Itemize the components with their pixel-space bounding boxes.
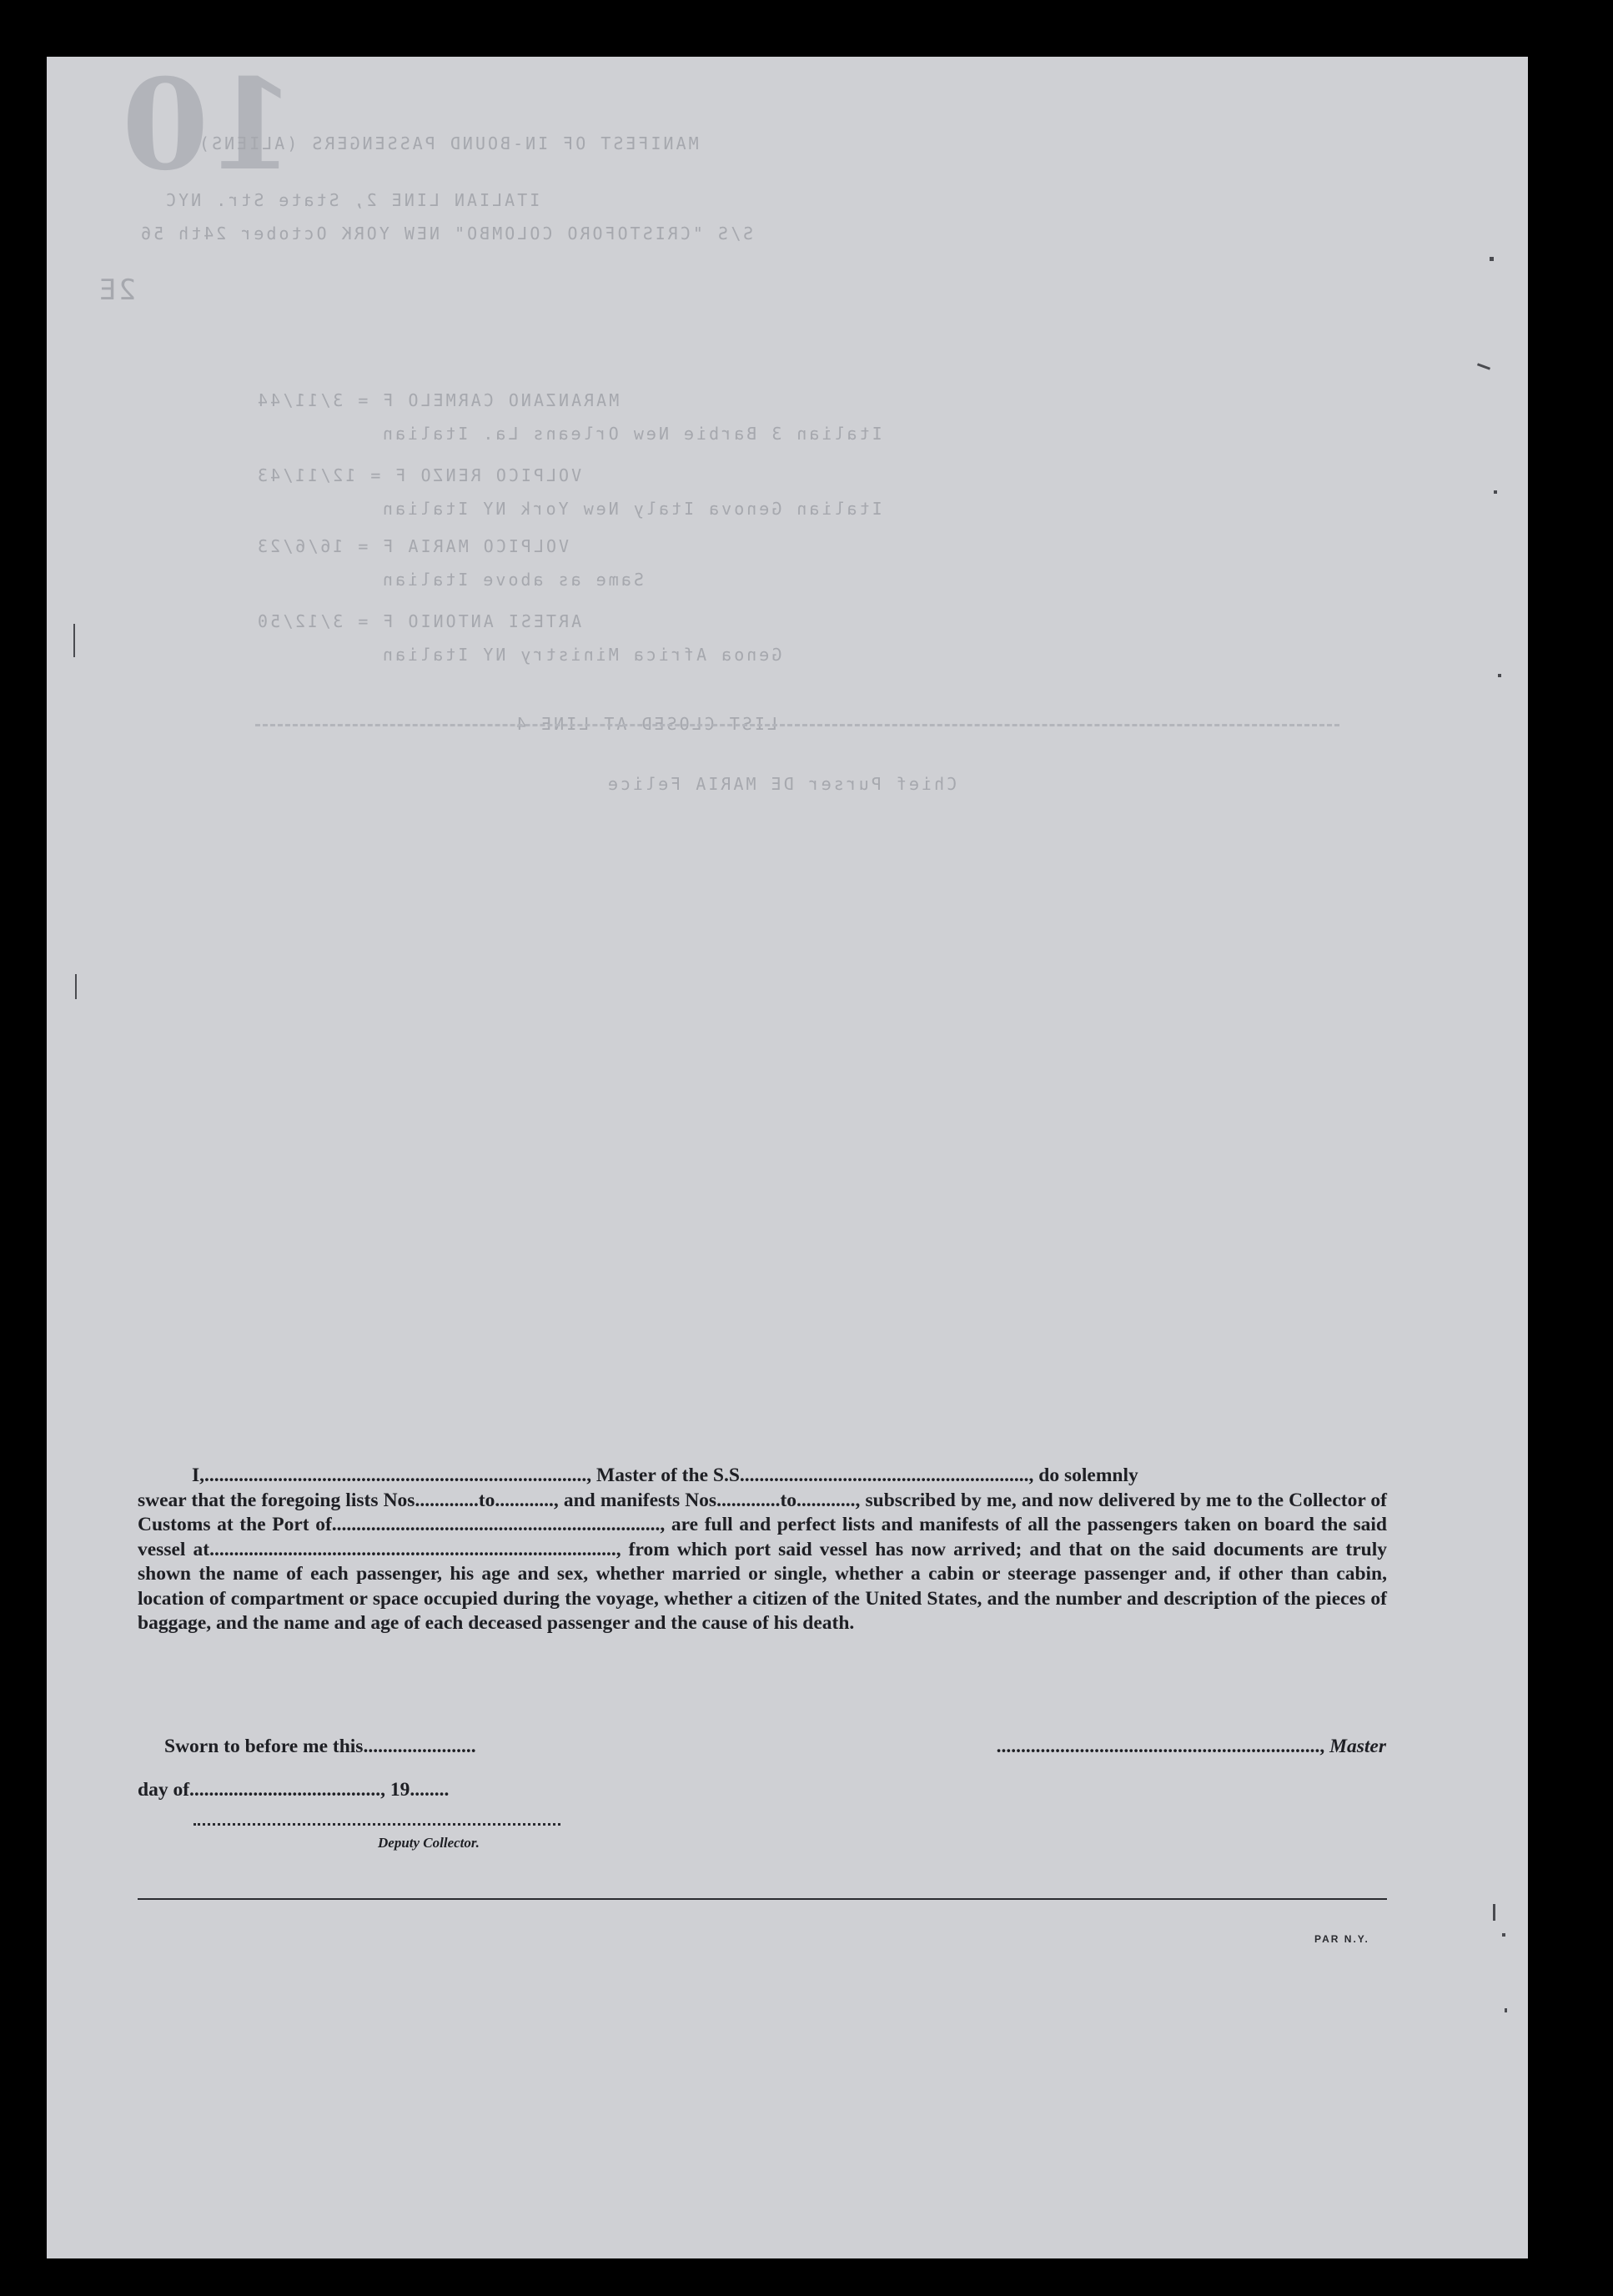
deputy-signature-dots bbox=[193, 1823, 560, 1826]
scan-speck bbox=[1502, 1933, 1505, 1937]
scan-speck bbox=[1494, 490, 1497, 494]
bleed-line-8: Italian Genova Italy New York NY Italian bbox=[380, 499, 882, 519]
bleed-line-6: Italian 3 Barbie New Orleans La. Italian bbox=[380, 424, 882, 444]
scan-speck bbox=[1505, 2008, 1507, 2012]
sworn-before-line: Sworn to before me this....................... bbox=[164, 1736, 476, 1757]
day-of-line: day of......................................., 19........ bbox=[138, 1779, 450, 1801]
scan-speck bbox=[75, 974, 77, 999]
manifest-page bbox=[47, 57, 1528, 2258]
declaration-first-line: I,.............................................................................., Master of the S.S..........................................................., do solemnly bbox=[192, 1465, 1138, 1486]
scan-speck bbox=[1498, 674, 1501, 677]
bleed-line-14: Chief Purser DE MARIA Felice bbox=[606, 774, 957, 794]
bleed-line-2: ITALIAN LINE 2, State Str. NYC bbox=[163, 190, 540, 210]
master-signature-line bbox=[880, 1736, 1386, 1758]
scan-speck bbox=[73, 624, 75, 657]
bleed-line-5: MARANZANO CARMELO F = 3/11/44 bbox=[255, 390, 620, 410]
deputy-collector-label: Deputy Collector. bbox=[378, 1835, 480, 1851]
master-signature-dots: .................................................................., bbox=[996, 1736, 1325, 1757]
bleed-line-11: ARTESI ANTONIO F = 3/12/50 bbox=[255, 611, 582, 631]
scan-speck bbox=[1477, 363, 1490, 369]
bleed-line-4: 2E bbox=[97, 274, 136, 307]
scan-speck bbox=[1490, 257, 1494, 261]
master-declaration bbox=[138, 1464, 1387, 1636]
bleed-line-1: MANIFEST OF IN-BOUND PASSENGERS (ALIENS) bbox=[197, 133, 699, 153]
bleed-line-10: Same as above Italian bbox=[380, 570, 644, 590]
printer-mark: PAR N.Y. bbox=[1314, 1933, 1369, 1945]
bleed-line-3: S/S "CRISTOFORO COLOMBO" NEW YORK October 24th 56 bbox=[138, 224, 754, 244]
page-number-mark: 10 bbox=[122, 57, 296, 198]
bleed-line-13: LIST CLOSED AT LINE 4 bbox=[514, 714, 777, 734]
bleed-line-9: VOLPICO MARIA F = 16/6/23 bbox=[255, 536, 570, 556]
scan-speck bbox=[1493, 1904, 1495, 1921]
master-label: Master bbox=[1329, 1736, 1386, 1757]
declaration-body: swear that the foregoing lists Nos.............to............, and manifests Nos.............to............, subscribed by me, and now delivered by me to the Collector of Customs at the Port of..................................................................., are full and perfect lists and manifests of all the passengers taken on board the said vessel at..................................................................................., from which port said vessel has now arrived; and that on the said documents are truly shown the name of each passenger, his age and sex, whether married or single, whether a cabin or steerage passenger and, if other than cabin, location of compartment or space occupied during the voyage, whether a citizen of the United States, and the number and description of the pieces of baggage, and the name and age of each deceased passenger and the cause of his death. bbox=[138, 1489, 1387, 1634]
bleed-line-7: VOLPICO RENZO F = 12/11/43 bbox=[255, 465, 582, 485]
bleed-line-12: Genoa Africa Ministry NY Italian bbox=[380, 645, 782, 665]
footer-rule bbox=[138, 1898, 1387, 1900]
bleed-dash-rule bbox=[255, 724, 1339, 726]
